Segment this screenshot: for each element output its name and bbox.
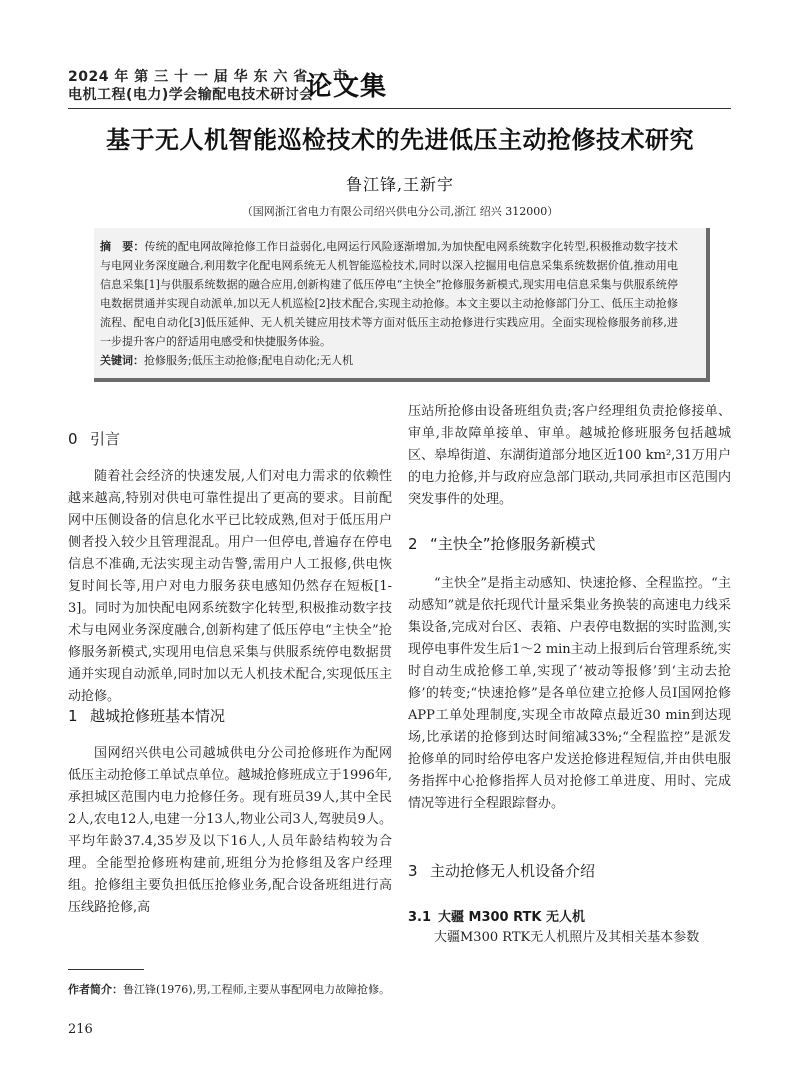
keywords-label: 关键词：	[100, 354, 144, 367]
section-3-heading	[408, 860, 595, 881]
paper-title: 基于无人机智能巡检技术的先进低压主动抢修技术研究	[106, 126, 694, 154]
section-2-paragraph: “主快全”是指主动感知、快速抢修、全程监控。“主动感知”就是依托现代计量采集业务换装的高速电力线采集设备,完成对台区、表箱、户表停电数据的实时监测,实现停电事件发生后1～2 min主动上报到后台管理系统,实时自动生成抢修工单,实现了‘被动等报修’到‘主动去抢修’的转变;“快速抢修”是各单位建立抢修人员I国网抢修APP工单处理制度,实现全市故障点最近30 min到达现场,比承诺的抢修到达时间缩减33%;“全程监控”是派发抢修单的同时给停电客户发送抢修进程短信,并由供电服务指挥中心抢修指挥人员对抢修工单进度、用时、完成情况等进行全程跟踪督办。	[408, 576, 731, 811]
header-rule	[68, 108, 731, 109]
abstract-label: 摘 要：	[100, 240, 145, 253]
footnote-label: 作者简介：	[68, 983, 123, 996]
author-list: 鲁江锋,王新宇	[345, 175, 455, 194]
subsection-title: 大疆 M300 RTK 无人机	[438, 910, 586, 925]
section-title: “主快全”抢修服务新模式	[430, 535, 596, 553]
section-1-paragraph-continued: 压站所抢修由设备班组负责;客户经理组负责抢修接单、审单,非故障单接单、审单。越城抢修班服务包括越城区、皋埠街道、东湖街道部分地区近100 km²,31万用户的电力抢修,并与政府应急部门联动,共同承担市区范围内突发事件的处理。	[408, 404, 731, 507]
abstract	[100, 237, 678, 351]
section-number: 0	[68, 430, 78, 448]
right-column-top	[408, 401, 731, 511]
keywords-text: 抢修服务;低压主动抢修;配电自动化;无人机	[144, 354, 354, 367]
abstract-text: 传统的配电网故障抢修工作日益弱化,电网运行风险逐渐增加,为加快配电网系统数字化转型,积极推动数字技术与电网业务深度融合,利用数字化配电网系统无人机智能巡检技术,同时以深入挖掘用电信息采集系统数据价值,推动用电信息采集[1]与供服系统数据的融合应用,创新构建了低压停电“主快全”抢修服务新模式,现实用电信息采集与供服系统停电数据贯通并实现自动派单,加以无人机巡检[2]技术配合,实现主动抢修。本文主要以主动抢修部门分工、低压主动抢修流程、配电自动化[3]低压延伸、无人机关键应用技术等方面对低压主动抢修进行实践应用。全面实现检修服务前移,进一步提升客户的舒适用电感受和快捷服务体验。	[100, 240, 678, 348]
section-1-paragraph: 国网绍兴供电公司越城供电分公司抢修班作为配网低压主动抢修工单试点单位。越城抢修班成立于1996年,承担城区范围内电力抢修任务。现有班员39人,其中全民2人,农电12人,电建一分13人,物业公司3人,驾驶员9人。平均年龄37.4,35岁及以下16人,人员年龄结构较为合理。全能型抢修班构建前,班组分为抢修组及客户经理组。抢修组主要负担低压抢修业务,配合设备班组进行高压线路抢修,高	[68, 746, 392, 915]
page-number: 216	[68, 1022, 93, 1037]
footnote-rule	[68, 969, 144, 970]
subsection-3-1-paragraph: 大疆M300 RTK无人机照片及其相关基本参数	[434, 930, 700, 945]
conference-line-1: 2024 年 第 三 十 一 届 华 东 六 省 一 市	[68, 69, 348, 85]
section-0-heading	[68, 428, 120, 449]
section-title: 引言	[90, 430, 121, 448]
section-title: 主动抢修无人机设备介绍	[430, 862, 596, 880]
conference-line-2: 电机工程(电力)学会输配电技术研讨会	[68, 87, 314, 103]
subsection-number: 3.1	[408, 910, 432, 925]
affiliation: （国网浙江省电力有限公司绍兴供电分公司,浙江 绍兴 312000）	[241, 205, 559, 218]
author-footnote	[68, 981, 390, 997]
running-header	[68, 64, 731, 108]
section-number: 1	[68, 707, 78, 725]
subsection-3-1-body	[408, 927, 731, 949]
section-number: 2	[408, 535, 418, 553]
section-2-heading	[408, 533, 596, 554]
section-1-body	[68, 743, 392, 919]
section-title: 越城抢修班基本情况	[90, 707, 226, 725]
left-column	[68, 466, 392, 708]
footnote-text: 鲁江锋(1976),男,工程师,主要从事配网电力故障抢修。	[123, 983, 391, 996]
section-number: 3	[408, 862, 418, 880]
proceedings-badge: 论文集	[306, 72, 388, 102]
subsection-3-1-heading	[408, 906, 585, 925]
intro-paragraph: 随着社会经济的快速发展,人们对电力需求的依赖性越来越高,特别对供电可靠性提出了更高的要求。目前配网中压侧设备的信息化水平已比较成熟,但对于低压用户侧者投入较少且管理混乱。用户一但停电,普遍存在停电信息不准确,无法实现主动告警,需用户人工报修,供电恢复时间长等,用户对电力服务获电感知仍然存在短板[1-3]。同时为加快配电网系统数字化转型,积极推动数字技术与电网业务深度融合,创新构建了低压停电“主快全”抢修服务新模式,实现用电信息采集与供服系统停电数据贯通并实现自动派单,同时加以无人机技术配合,实现低压主动抢修。	[68, 469, 392, 704]
keywords	[100, 352, 678, 368]
section-1-heading	[68, 705, 225, 726]
section-2-body	[408, 573, 731, 815]
